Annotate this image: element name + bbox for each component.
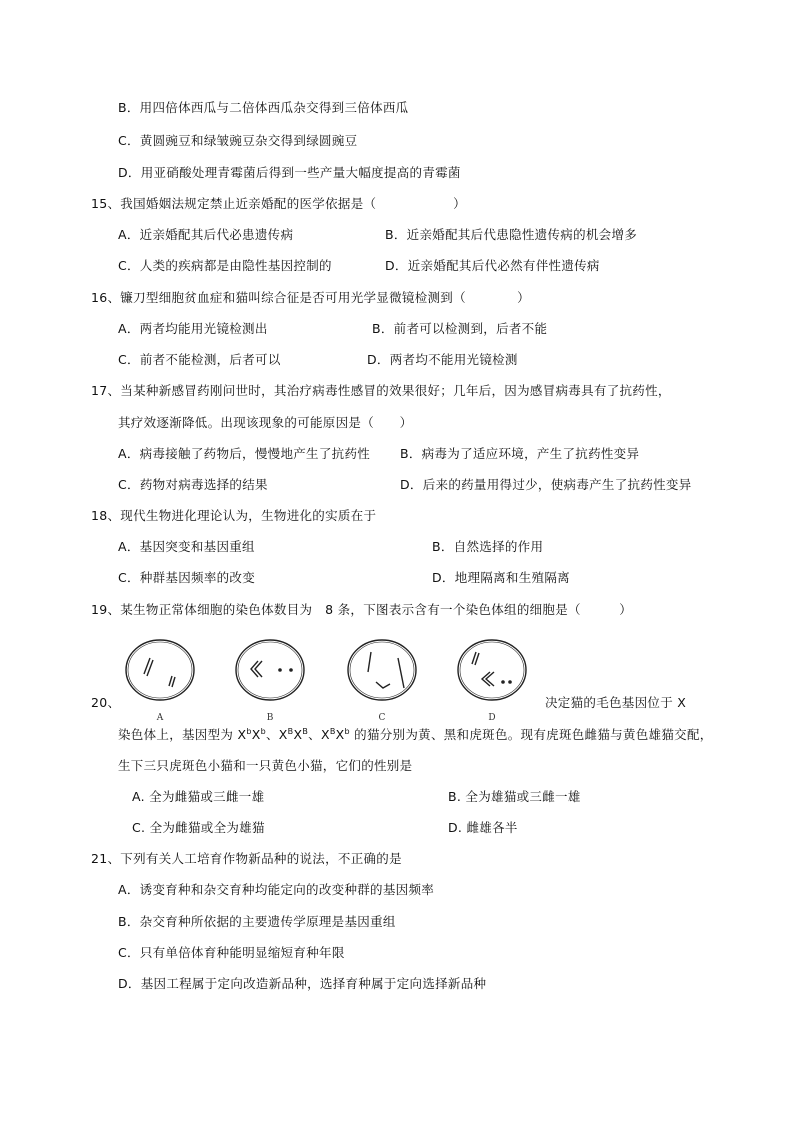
q21-option-d: D．基因工程属于定向改造新品种，选择育种属于定向选择新品种 (118, 976, 487, 991)
q17-stem-line2: 其疗效逐渐降低。出现该现象的可能原因是（ ） (118, 415, 413, 430)
cell-a-membrane (126, 640, 194, 700)
q15-option-a: A．近亲婚配其后代必患遗传病 (118, 227, 294, 242)
q16-option-d: D．两者均不能用光镜检测 (367, 352, 518, 367)
q17-option-a: A．病毒接触了药物后，慢慢地产生了抗药性 (118, 446, 371, 461)
q20-number: 20、 (91, 695, 121, 710)
q18-option-a: A．基因突变和基因重组 (118, 539, 255, 554)
q20-option-b: B. 全为雄猫或三雌一雄 (448, 789, 581, 804)
cell-c-membrane (348, 640, 416, 700)
q20-option-d: D. 雌雄各半 (448, 820, 518, 835)
q14-option-c: C．黄圆豌豆和绿皱豌豆杂交得到绿圆豌豆 (118, 133, 358, 148)
q20-stem-line3: 生下三只虎斑色小猫和一只黄色小猫，它们的性别是 (118, 758, 413, 773)
q16-option-a: A．两者均能用光镜检测出 (118, 321, 268, 336)
cell-label-a: A (156, 713, 164, 723)
q17-stem-line1: 17、当某种新感冒药刚问世时，其治疗病毒性感冒的效果很好；几年后，因为感冒病毒具有了抗药性， (91, 383, 671, 398)
q15-option-d: D．近亲婚配其后代必然有伴性遗传病 (385, 258, 600, 273)
cell-label-b: B (266, 713, 274, 723)
q16-option-c: C．前者不能检测，后者可以 (118, 352, 281, 367)
q17-option-c: C．药物对病毒选择的结果 (118, 477, 268, 492)
q19-cell-diagram (118, 636, 538, 726)
q14-option-b: B．用四倍体西瓜与二倍体西瓜杂交得到三倍体西瓜 (118, 100, 409, 115)
cell-b-membrane (236, 640, 304, 700)
q20-option-c: C. 全为雌猫或全为雄猫 (132, 820, 265, 835)
q16-stem: 16、镰刀型细胞贫血症和猫叫综合征是否可用光学显微镜检测到（ ） (91, 290, 530, 305)
q20-stem-line1: 决定猫的毛色基因位于 X (545, 695, 687, 710)
q17-option-d: D．后来的药量用得过少，使病毒产生了抗药性变异 (400, 477, 692, 492)
cell-label-d: D (488, 713, 496, 723)
q20-option-a: A. 全为雌猫或三雌一雄 (132, 789, 265, 804)
q15-stem: 15、我国婚姻法规定禁止近亲婚配的医学依据是（ ） (91, 196, 466, 211)
q21-stem: 21、下列有关人工培育作物新品种的说法，不正确的是 (91, 851, 402, 866)
cell-label-c: C (378, 713, 386, 723)
q19-stem: 19、某生物正常体细胞的染色体数目为 8 条，下图表示含有一个染色体组的细胞是（ ） (91, 602, 633, 617)
q15-option-c: C．人类的疾病都是由隐性基因控制的 (118, 258, 332, 273)
cell-d-membrane (458, 640, 526, 700)
q16-option-b: B．前者可以检测到，后者不能 (372, 321, 548, 336)
q21-option-c: C．只有单倍体育种能明显缩短育种年限 (118, 945, 345, 960)
q18-stem: 18、现代生物进化理论认为，生物进化的实质在于 (91, 508, 377, 523)
q21-option-a: A．诱变育种和杂交育种均能定向的改变种群的基因频率 (118, 882, 435, 897)
q14-option-d: D．用亚硝酸处理青霉菌后得到一些产量大幅度提高的青霉菌 (118, 165, 461, 180)
q18-option-c: C．种群基因频率的改变 (118, 570, 256, 585)
q18-option-b: B．自然选择的作用 (432, 539, 544, 554)
q15-option-b: B．近亲婚配其后代患隐性遗传病的机会增多 (385, 227, 638, 242)
q17-option-b: B．病毒为了适应环境，产生了抗药性变异 (400, 446, 640, 461)
q18-option-d: D．地理隔离和生殖隔离 (432, 570, 570, 585)
q20-stem-line2: 染色体上，基因型为 $X^bX^b$、$X^BX^B$、$X^BX^b$ 的猫分别为黄、黑和虎斑色。现有虎斑色雌猫与黄色雄猫交配， (118, 727, 713, 742)
q21-option-b: B．杂交育种所依据的主要遗传学原理是基因重组 (118, 914, 396, 929)
